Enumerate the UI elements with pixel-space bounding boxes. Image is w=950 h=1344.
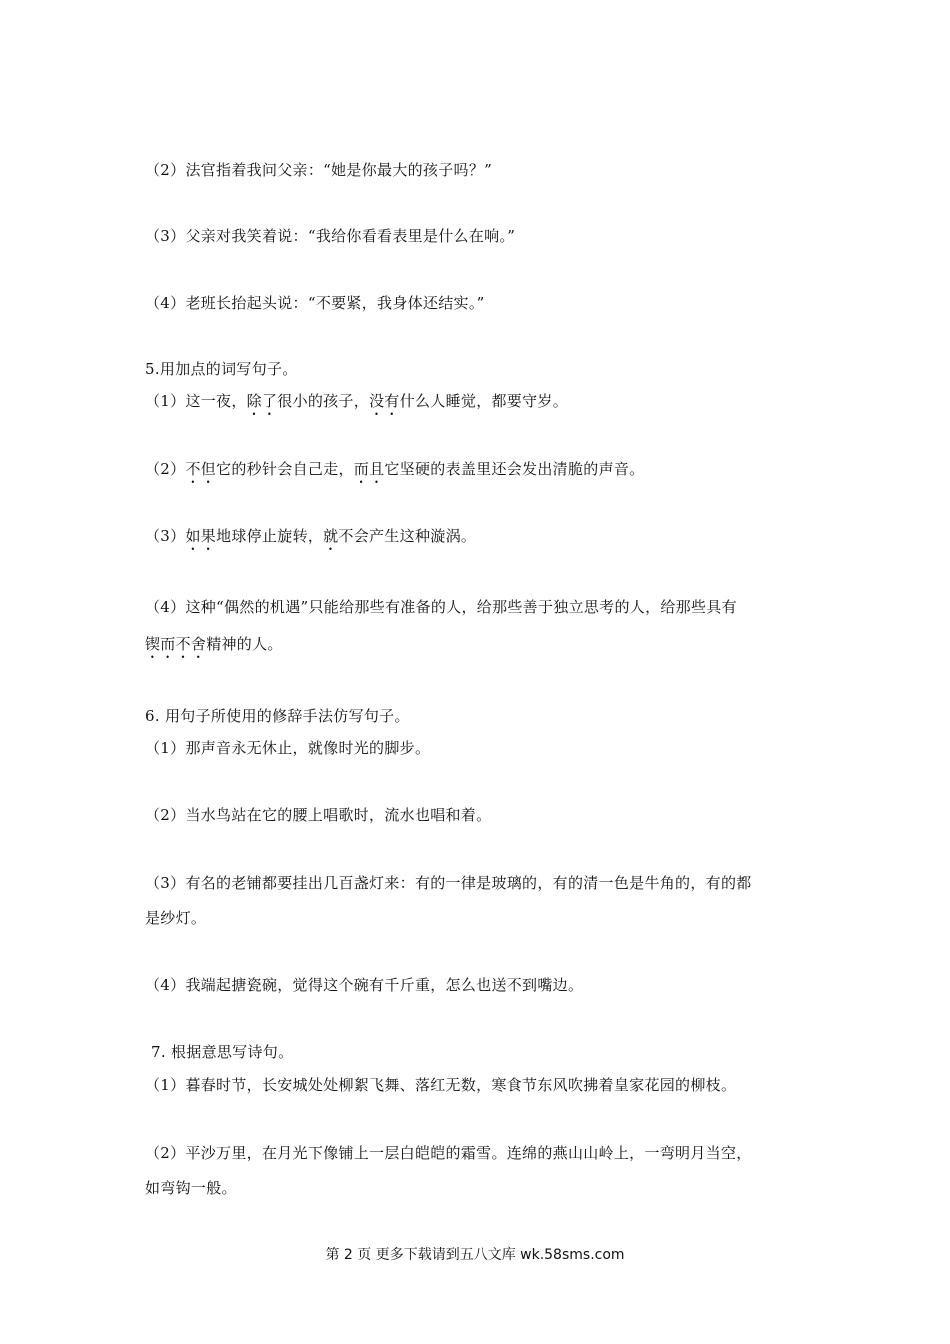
dotted-word: 不但: [185, 460, 217, 478]
question-6-item-3-line-2: 是纱灯。: [145, 909, 207, 927]
question-7-title: 7. 根据意思写诗句。: [151, 1043, 294, 1061]
question-5-item-4-line-1: （4）这种“偶然的机遇”只能给那些有准备的人，给那些善于独立思考的人，给那些具有: [145, 598, 737, 616]
text-segment: 不会产生这种漩涡。: [338, 527, 477, 545]
dotted-word: 除了: [246, 392, 278, 410]
question-4-item-4: （4）老班长抬起头说：“不要紧，我身体还结实。”: [145, 294, 485, 312]
text-segment: 什么人睡觉，都要守岁。: [399, 392, 568, 410]
question-7-item-1: （1）暮春时节，长安城处处柳絮飞舞、落红无数，寒食节东风吹拂着皇家花园的柳枝。: [145, 1076, 737, 1094]
text-segment: （2）: [145, 460, 186, 478]
question-5-title: 5.用加点的词写句子。: [145, 360, 298, 378]
dotted-word: 就: [323, 527, 339, 545]
text-segment: 精神的人。: [206, 635, 283, 653]
question-5-item-2: [145, 459, 644, 487]
question-4-item-3: （3）父亲对我笑着说：“我给你看看表里是什么在响。”: [145, 227, 516, 245]
dotted-word: 锲而不舍: [145, 635, 207, 653]
question-6-title: 6. 用句子所使用的修辞手法仿写句子。: [145, 707, 410, 725]
dotted-word: 而且: [353, 460, 385, 478]
text-segment: （1）这一夜，: [145, 392, 247, 410]
page-footer: 第 2 页 更多下载请到五八文库 wk.58sms.com: [325, 1247, 625, 1263]
dotted-word: 如果: [185, 527, 217, 545]
question-4-item-2: （2）法官指着我问父亲：“她是你最大的孩子吗？”: [145, 161, 493, 179]
text-segment: 它坚硬的表盖里还会发出清脆的声音。: [384, 460, 645, 478]
question-6-item-2: （2）当水鸟站在它的腰上唱歌时，流水也唱和着。: [145, 806, 492, 824]
dotted-word: 没有: [369, 392, 400, 410]
question-6-item-1: （1）那声音永无休止，就像时光的脚步。: [145, 739, 431, 757]
question-5-item-4-line-2: [145, 634, 283, 662]
text-segment: （3）: [145, 527, 186, 545]
text-segment: 很小的孩子，: [277, 392, 370, 410]
question-7-item-2-line-1: （2）平沙万里，在月光下像铺上一层白皑皑的霜雪。连绵的燕山山岭上，一弯明月当空，: [145, 1144, 752, 1162]
question-5-item-3: [145, 526, 476, 554]
text-segment: 地球停止旋转，: [216, 527, 324, 545]
question-7-item-2-line-2: 如弯钩一般。: [145, 1179, 237, 1197]
question-6-item-3-line-1: （3）有名的老铺都要挂出几百盏灯来：有的一律是玻璃的，有的清一色是牛角的，有的都: [145, 874, 752, 892]
text-segment: 它的秒针会自己走，: [216, 460, 354, 478]
question-5-item-1: [145, 391, 568, 419]
question-6-item-4: （4）我端起搪瓷碗，觉得这个碗有千斤重，怎么也送不到嘴边。: [145, 976, 584, 994]
